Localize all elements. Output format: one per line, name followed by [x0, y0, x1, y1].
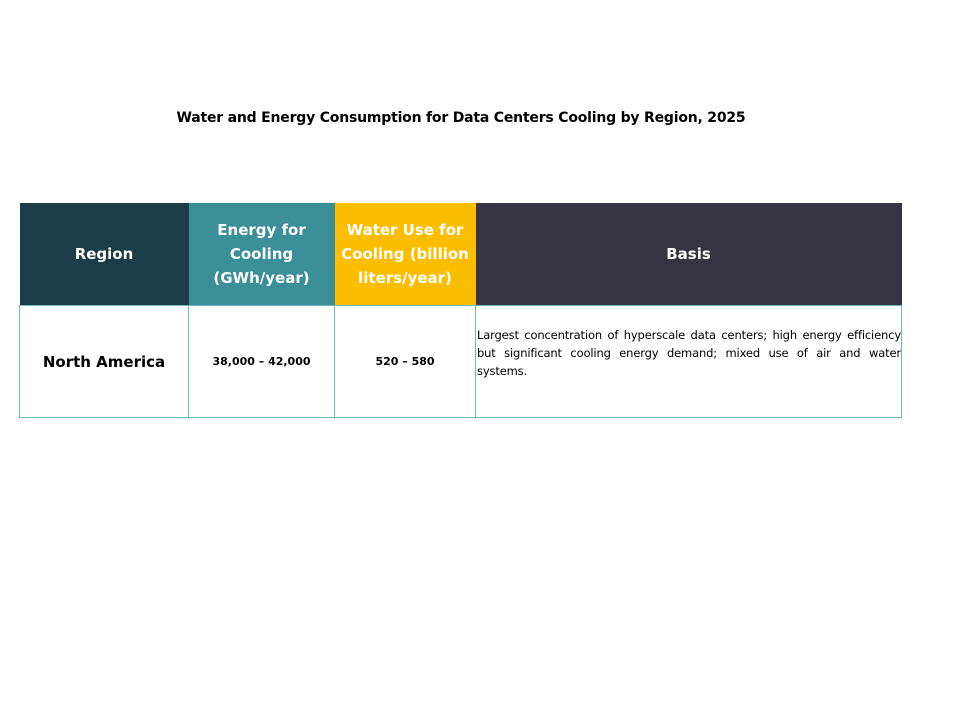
cell-energy-for-cooling: 38,000 – 42,000 — [189, 306, 335, 418]
header-energy-for-cooling: Energy for Cooling (GWh/year) — [189, 203, 335, 306]
cell-region: North America — [20, 306, 189, 418]
data-table — [19, 203, 902, 418]
cell-water-use-for-cooling: 520 – 580 — [335, 306, 476, 418]
header-region: Region — [20, 203, 189, 306]
header-row — [20, 203, 902, 306]
header-water-use-for-cooling: Water Use for Cooling (billion liters/year) — [335, 203, 476, 306]
cell-basis: Largest concentration of hyperscale data centers; high energy efficiency but significant cooling energy demand; mixed use of air and water systems. — [476, 306, 902, 418]
table-row — [20, 306, 902, 418]
header-basis: Basis — [476, 203, 902, 306]
page-title: Water and Energy Consumption for Data Centers Cooling by Region, 2025 — [176, 110, 746, 126]
